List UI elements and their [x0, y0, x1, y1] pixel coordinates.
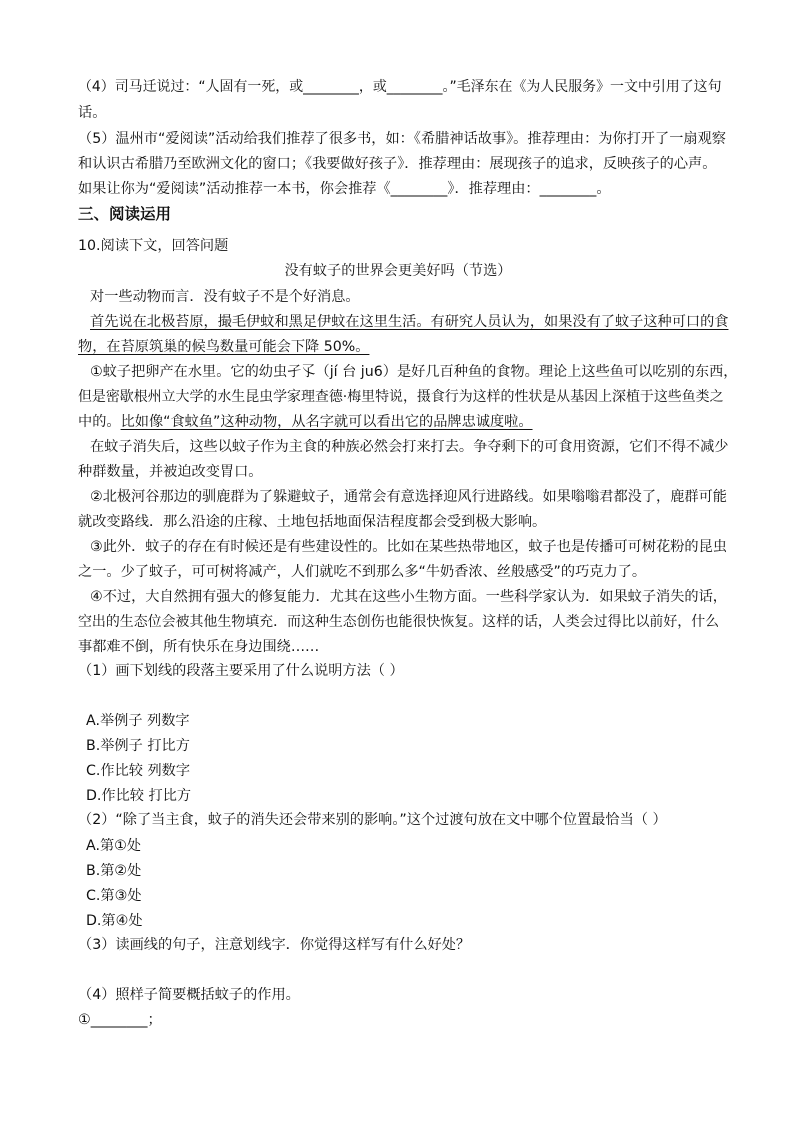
paragraph-7-line-3: 事都难不倒，所有快乐在身边围绕…… [78, 639, 320, 655]
subquestion-2-option-a: A.第①处 [86, 838, 142, 854]
paragraph-2-line-2: 物，在苔原筑巢的候鸟数量可能会下降 50%。 [78, 339, 370, 355]
paragraph-6-line-2: 之一。少了蚊子，可可树将减产，人们就吃不到那么多“牛奶香浓、丝般感受”的巧克力了。 [78, 564, 647, 580]
question-4-line-1: （4）司马迁说过：“人固有一死，或________，或________。”毛泽东在《为人民服务》一文中引用了这句 [78, 79, 722, 95]
passage-title: 没有蚊子的世界会更美好吗（节选） [284, 263, 512, 279]
paragraph-4-line-2: 种群数量，并被迫改变胃口。 [78, 464, 263, 480]
section-heading: 三、阅读运用 [78, 205, 172, 223]
paragraph-5-line-2: 就改变路线．那么沿途的庄稼、土地包括地面保洁程度都会受到极大影响。 [78, 514, 547, 530]
paragraph-7-line-1: ④不过，大自然拥有强大的修复能力．尤其在这些小生物方面。一些科学家认为．如果蚊子消失的话， [90, 589, 727, 605]
subquestion-1-option-d: D.作比较 打比方 [86, 788, 192, 804]
paragraph-7-line-2: 空出的生态位会被其他生物填充．而这种生态创伤也能很快恢复。这样的话，人类会过得比以前好，什么 [78, 614, 720, 630]
paragraph-3-line-1: ①蚊子把卵产在水里。它的幼虫孑孓（jí 台 ju6）是好几百种鱼的食物。理论上这些鱼可以吃别的东西， [90, 364, 738, 380]
subquestion-1-option-b: B.举例子 打比方 [86, 738, 190, 754]
question-5-line-1: （5）温州市“爱阅读”活动给我们推荐了很多书，如：《希腊神话故事》。推荐理由：为你打开了一扇观察 [78, 131, 726, 147]
paragraph-3-line-3 [78, 412, 728, 432]
subquestion-2-option-c: C.第③处 [86, 888, 142, 904]
subquestion-3: （3）读画线的句子，注意划线字．你觉得这样写有什么好处？ [78, 937, 471, 953]
subquestion-1-option-c: C.作比较 列数字 [86, 763, 191, 779]
subquestion-4-answer: ①________； [78, 1012, 162, 1028]
subquestion-1-option-a: A.举例子 列数字 [86, 713, 190, 729]
paragraph-6-line-1: ③此外．蚊子的存在有时候还是有些建设性的。比如在某些热带地区，蚊子也是传播可可树花粉的昆虫 [90, 539, 727, 555]
subquestion-4: （4）照样子简要概括蚊子的作用。 [78, 987, 300, 1003]
paragraph-3-line-2: 但是密歇根州立大学的水生昆虫学家理查德·梅里特说，摄食行为这样的性状是从基因上深植于这些鱼类之 [78, 389, 724, 405]
subquestion-1: （1）画下划线的段落主要采用了什么说明方法（ ） [78, 663, 404, 679]
subquestion-2: （2）“除了当主食，蚊子的消失还会带来别的影响。”这个过渡句放在文中哪个位置最恰当（ ） [78, 812, 667, 828]
paragraph-4-line-1: 在蚊子消失后，这些以蚊子作为主食的种族必然会打来打去。争夺剩下的可食用资源，它们不得不减少 [90, 439, 729, 455]
paragraph-1: 对一些动物而言．没有蚊子不是个好消息。 [90, 289, 360, 305]
paragraph-3-line-3-text: 中的。 [78, 414, 121, 430]
question-5-line-3: 如果让你为“爱阅读”活动推荐一本书，你会推荐《________》．推荐理由：________。 [78, 181, 611, 197]
question-5-line-2: 和认识古希腊乃至欧洲文化的窗口；《我要做好孩子》．推荐理由：展现孩子的追求，反映孩子的心声。 [78, 156, 717, 172]
underlined-sentence: 比如像“食蚊鱼”这种动物，从名字就可以看出它的品牌忠诚度啦。 [120, 414, 533, 430]
subquestion-2-option-b: B.第②处 [86, 863, 142, 879]
paragraph-2-line-1: 首先说在北极苔原，撮毛伊蚊和黑足伊蚊在这里生活。有研究人员认为，如果没有了蚊子这种可口的食 [90, 314, 729, 330]
reading-task: 10.阅读下文，回答问题 [78, 238, 229, 254]
subquestion-2-option-d: D.第④处 [86, 913, 143, 929]
question-4-line-2: 话。 [78, 105, 107, 121]
paragraph-5-line-1: ②北极河谷那边的驯鹿群为了躲避蚊子，通常会有意选择迎风行进路线。如果嗡嗡君都没了，鹿群可能 [90, 489, 727, 505]
